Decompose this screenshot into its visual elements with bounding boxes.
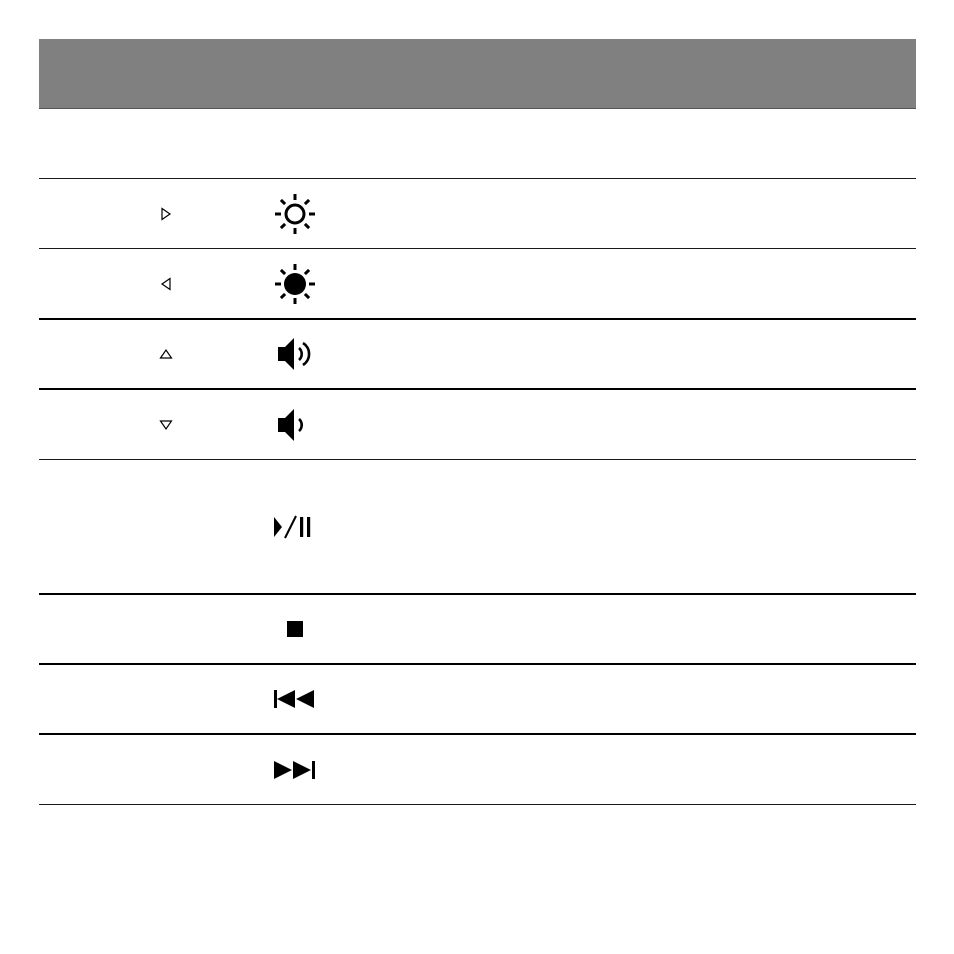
- previous-track-icon: [267, 665, 323, 733]
- table-row: [39, 249, 916, 320]
- next-track-icon: [267, 735, 323, 804]
- right-arrow-key-icon: [151, 179, 181, 248]
- table-row: [39, 320, 916, 390]
- left-arrow-key-icon: [151, 249, 181, 318]
- table-row: [39, 665, 916, 735]
- table-row: [39, 179, 916, 249]
- brightness-down-icon: [267, 249, 323, 318]
- hotkey-table: [39, 39, 916, 805]
- table-row: [39, 595, 916, 665]
- table-header: [39, 39, 916, 109]
- stop-icon: [267, 595, 323, 663]
- brightness-up-icon: [267, 179, 323, 248]
- up-arrow-key-icon: [151, 320, 181, 388]
- play-pause-icon: [267, 460, 323, 593]
- volume-down-icon: [267, 390, 323, 459]
- table-row: [39, 109, 916, 179]
- down-arrow-key-icon: [151, 390, 181, 459]
- table-row: [39, 460, 916, 595]
- table-row: [39, 735, 916, 805]
- volume-up-icon: [267, 320, 323, 388]
- table-row: [39, 390, 916, 460]
